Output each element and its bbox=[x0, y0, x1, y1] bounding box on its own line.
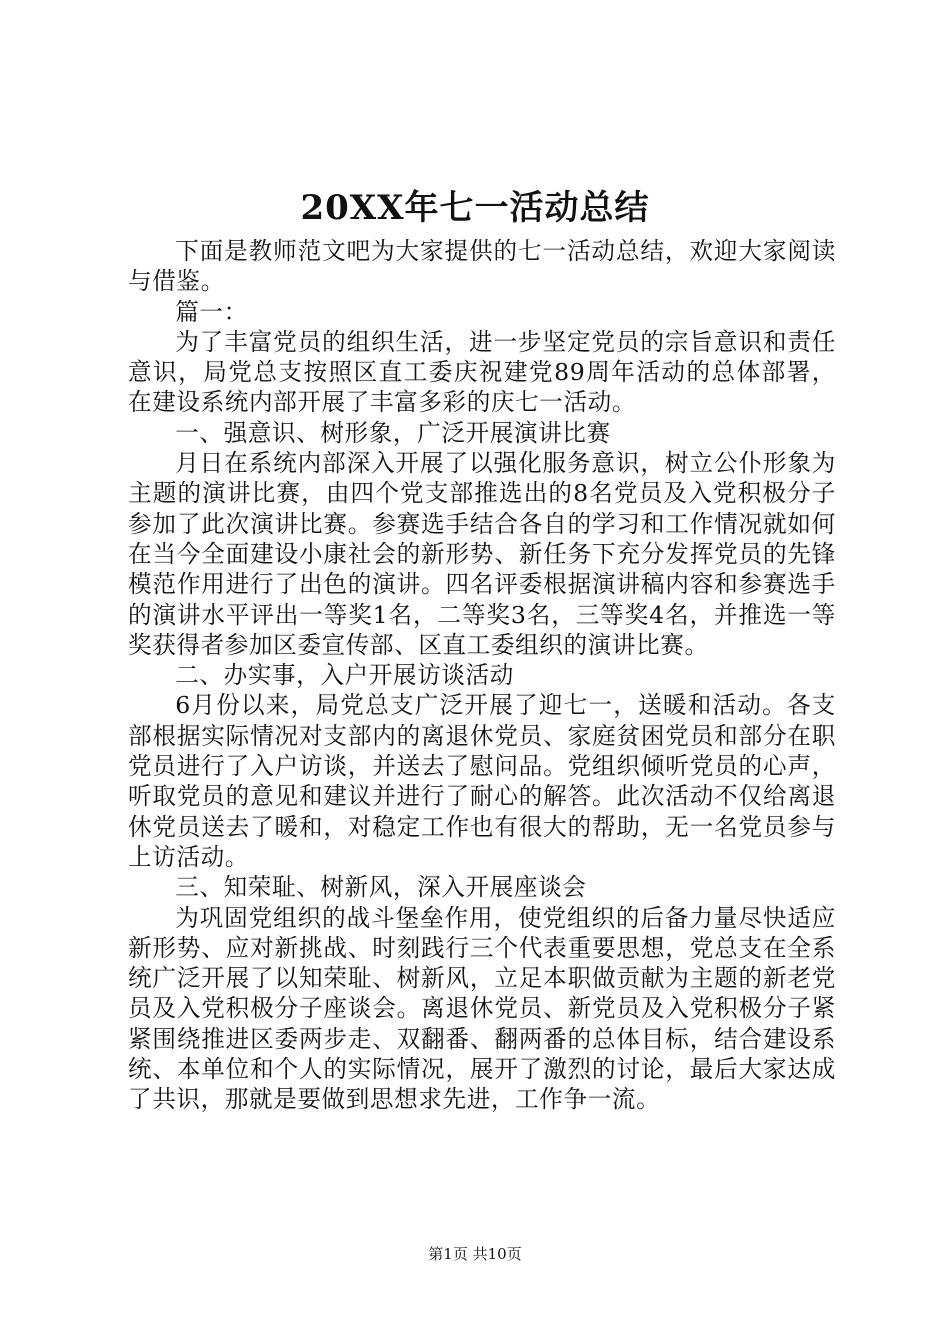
body-paragraph: 为巩固党组织的战斗堡垒作用，使党组织的后备力量尽快适应新形势、应对新挑战、时刻践行三个代表重要思想，党总支在全系统广泛开展了以知荣耻、树新风，立足本职做贡献为主题的新老党员及入党积极分子座谈会。离退休党员、新党员及入党积极分子紧紧围绕推进区委两步走、双翻番、翻两番的总体目标，结合建设系统、本单位和个人的实际情况，展开了激烈的讨论，最后大家达成了共识，那就是要做到思想求先进，工作争一流。 bbox=[128, 903, 836, 1114]
intro-paragraph: 下面是教师范文吧为大家提供的七一活动总结，欢迎大家阅读与借鉴。 bbox=[128, 237, 836, 296]
section-heading: 二、办实事，入户开展访谈活动 bbox=[175, 661, 514, 690]
document-title: 20XX年七一活动总结 bbox=[300, 188, 650, 228]
body-paragraph: 6月份以来，局党总支广泛开展了迎七一，送暖和活动。各支部根据实际情况对支部内的离退休党员、家庭贫困党员和部分在职党员进行了入户访谈，并送去了慰问品。党组织倾听党员的心声，听取党员的意见和建议并进行了耐心的解答。此次活动不仅给离退休党员送去了暖和，对稳定工作也有很大的帮助，无一名党员参与上访活动。 bbox=[128, 691, 836, 871]
section-heading: 一、强意识、树形象，广泛开展演讲比赛 bbox=[175, 418, 611, 447]
page-footer: 第1页 共10页 bbox=[428, 1245, 522, 1263]
body-paragraph: 月日在系统内部深入开展了以强化服务意识，树立公仆形象为主题的演讲比赛，由四个党支部推选出的8名党员及入党积极分子参加了此次演讲比赛。参赛选手结合各自的学习和工作情况就如何在当今全面建设小康社会的新形势、新任务下充分发挥党员的先锋模范作用进行了出色的演讲。四名评委根据演讲稿内容和参赛选手的演讲水平评出一等奖1名，二等奖3名，三等奖4名，并推选一等奖获得者参加区委宣传部、区直工委组织的演讲比赛。 bbox=[128, 449, 836, 659]
section-label: 篇一： bbox=[175, 297, 248, 326]
document-body bbox=[128, 236, 836, 1115]
body-paragraph: 为了丰富党员的组织生活，进一步坚定党员的宗旨意识和责任意识，局党总支按照区直工委庆祝建党89周年活动的总体部署，在建设系统内部开展了丰富多彩的庆七一活动。 bbox=[128, 327, 836, 417]
section-heading: 三、知荣耻、树新风，深入开展座谈会 bbox=[175, 873, 587, 902]
